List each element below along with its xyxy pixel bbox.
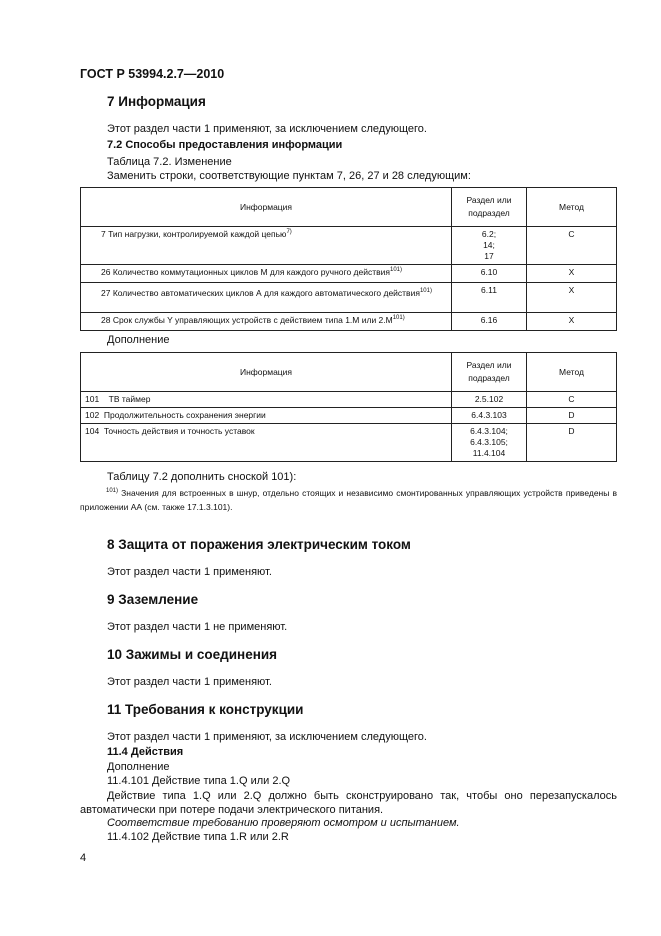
clause-11-4-102: 11.4.102 Действие типа 1.R или 2.R xyxy=(107,831,289,843)
row-info: 7 Тип нагрузки, контролируемой каждой цепью xyxy=(101,229,287,239)
row-section: 2.5.102 xyxy=(452,392,527,408)
row-info: 27 Количество автоматических циклов А для каждого автоматического действия xyxy=(101,287,420,298)
table-7-2-replacement xyxy=(80,187,617,331)
row-method: C xyxy=(527,392,617,408)
footnote-101 xyxy=(80,484,617,514)
table-note: Заменить строки, соответствующие пунктам 7, 26, 27 и 28 следующим: xyxy=(107,170,471,182)
table-row xyxy=(81,283,617,313)
footnote-ref: 101) xyxy=(392,315,405,322)
footnote-ref: 101) xyxy=(389,267,402,274)
subsection-7-2-title: 7.2 Способы предоставления информации xyxy=(107,139,343,151)
row-section: 6.4.3.104; 6.4.3.105; 11.4.104 xyxy=(452,424,527,462)
col-header-method: Метод xyxy=(527,188,617,227)
footnote-intro: Таблицу 7.2 дополнить сноской 101): xyxy=(107,471,297,483)
row-method: X xyxy=(527,283,617,313)
section-9-text: Этот раздел части 1 не применяют. xyxy=(107,621,288,633)
table-row xyxy=(81,424,617,462)
section-10-text: Этот раздел части 1 применяют. xyxy=(107,676,272,688)
section-11-intro: Этот раздел части 1 применяют, за исключением следующего. xyxy=(107,731,427,743)
row-method: C xyxy=(527,227,617,265)
table-row xyxy=(81,392,617,408)
table-row xyxy=(81,227,617,265)
subsection-11-4-title: 11.4 Действия xyxy=(107,746,184,758)
row-section: 6.4.3.103 xyxy=(452,408,527,424)
col-header-section: Раздел или подраздел xyxy=(452,188,527,227)
row-method: D xyxy=(527,424,617,462)
row-info: 101 ТВ таймер xyxy=(81,392,452,408)
table-7-2-addition xyxy=(80,352,617,462)
section-10-title: 10 Зажимы и соединения xyxy=(107,647,278,662)
clause-11-4-101: 11.4.101 Действие типа 1.Q или 2.Q xyxy=(107,775,291,787)
row-info: 26 Количество коммутационных циклов М для каждого ручного действия xyxy=(101,267,390,277)
row-method: X xyxy=(527,265,617,283)
footnote-mark: 101) xyxy=(106,488,119,494)
row-section: 6.11 xyxy=(452,283,527,313)
section-8-text: Этот раздел части 1 применяют. xyxy=(107,566,272,578)
table-row xyxy=(81,265,617,283)
col-header-info: Информация xyxy=(81,353,452,392)
footnote-text: Значения для встроенных в шнур, отдельно стоящих и независимо смонтированных управляющих устройств приведены в приложении АА (см. также 17.1.3.101). xyxy=(80,487,617,512)
section-7-title: 7 Информация xyxy=(107,94,206,109)
row-section: 6.16 xyxy=(452,313,527,331)
row-method: D xyxy=(527,408,617,424)
row-section: 6.10 xyxy=(452,265,527,283)
table-row xyxy=(81,313,617,331)
addition-label: Дополнение xyxy=(107,334,170,346)
row-section: 6.2; 14; 17 xyxy=(452,227,527,265)
row-method: X xyxy=(527,313,617,331)
footnote-ref: 101) xyxy=(419,288,432,294)
row-info: 104 Точность действия и точность уставок xyxy=(81,424,452,462)
col-header-info: Информация xyxy=(81,188,452,227)
footnote-ref: 7) xyxy=(286,229,292,236)
section-11-title: 11 Требования к конструкции xyxy=(107,702,304,717)
section-8-title: 8 Защита от поражения электрическим током xyxy=(107,537,411,552)
table-row xyxy=(81,408,617,424)
col-header-method: Метод xyxy=(527,353,617,392)
page-number: 4 xyxy=(80,852,87,864)
row-info: 102 Продолжительность сохранения энергии xyxy=(81,408,452,424)
document-header: ГОСТ Р 53994.2.7—2010 xyxy=(80,67,225,81)
clause-text: Действие типа 1.Q или 2.Q должно быть сконструировано так, чтобы оно перезапускалось автоматически при потере подачи электрического питания. xyxy=(80,790,617,816)
section-7-intro: Этот раздел части 1 применяют, за исключением следующего. xyxy=(107,123,427,135)
row-info: 28 Срок службы Y управляющих устройств с действием типа 1.М или 2.М xyxy=(101,315,393,325)
compliance-note: Соответствие требованию проверяют осмотром и испытанием. xyxy=(107,817,460,829)
addition-label-2: Дополнение xyxy=(107,761,170,773)
table-caption: Таблица 7.2. Изменение xyxy=(107,156,232,168)
col-header-section: Раздел или подраздел xyxy=(452,353,527,392)
section-9-title: 9 Заземление xyxy=(107,592,199,607)
